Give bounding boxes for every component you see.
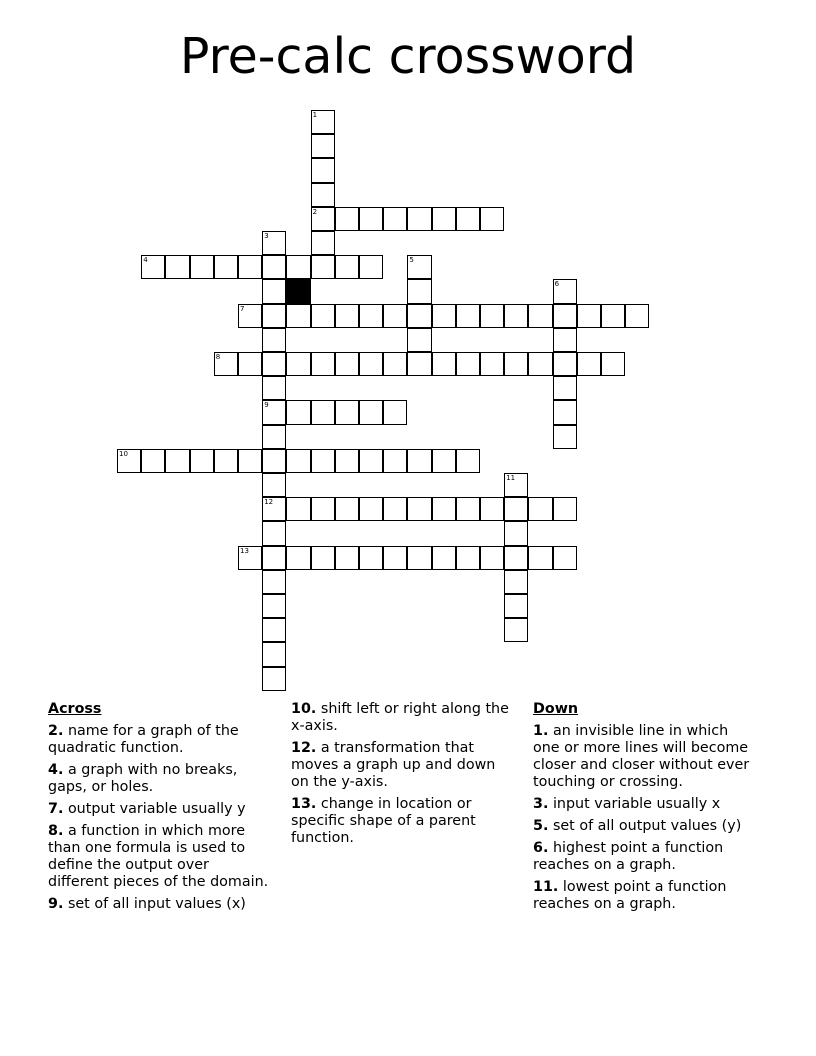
crossword-cell[interactable] <box>432 207 456 231</box>
crossword-cell[interactable] <box>335 352 359 376</box>
crossword-cell[interactable] <box>432 304 456 328</box>
crossword-cell[interactable] <box>311 497 335 521</box>
crossword-cell[interactable] <box>238 352 262 376</box>
crossword-cell[interactable] <box>528 546 552 570</box>
clue-across-8: 8. a function in which more than one formula is used to define the output over different pieces of the domain. <box>48 823 269 890</box>
crossword-cell[interactable] <box>407 328 431 352</box>
crossword-cell[interactable] <box>553 328 577 352</box>
crossword-cell[interactable] <box>165 255 189 279</box>
crossword-cell[interactable] <box>262 521 286 545</box>
crossword-cell[interactable] <box>262 425 286 449</box>
crossword-cell[interactable] <box>238 255 262 279</box>
crossword-cell[interactable] <box>262 546 286 570</box>
crossword-cell[interactable] <box>311 110 335 134</box>
crossword-cell[interactable] <box>504 521 528 545</box>
crossword-cell[interactable] <box>553 304 577 328</box>
crossword-cell[interactable] <box>262 497 286 521</box>
clue-across-4: 4. a graph with no breaks, gaps, or holes. <box>48 762 238 795</box>
crossword-cell[interactable] <box>359 546 383 570</box>
crossword-cell[interactable] <box>262 449 286 473</box>
crossword-cell[interactable] <box>359 255 383 279</box>
crossword-cell[interactable] <box>504 618 528 642</box>
crossword-cell[interactable] <box>504 594 528 618</box>
crossword-cell[interactable] <box>553 497 577 521</box>
crossword-cell[interactable] <box>480 497 504 521</box>
crossword-cell[interactable] <box>335 400 359 424</box>
clue-number: 3 <box>264 232 269 240</box>
crossword-cell[interactable] <box>553 352 577 376</box>
clue-number: 2 <box>312 207 318 216</box>
crossword-cell[interactable] <box>528 352 552 376</box>
across-heading: Across <box>48 701 102 717</box>
crossword-cell[interactable] <box>480 207 504 231</box>
crossword-cell[interactable] <box>432 497 456 521</box>
crossword-cell[interactable] <box>335 207 359 231</box>
clue-across-10: 10. shift left or right along the x-axis. <box>291 701 509 734</box>
crossword-cell[interactable] <box>311 158 335 182</box>
crossword-cell[interactable] <box>553 376 577 400</box>
clue-down-6: 6. highest point a function reaches on a graph. <box>533 840 724 873</box>
crossword-cell[interactable] <box>262 255 286 279</box>
crossword-cell[interactable] <box>311 134 335 158</box>
crossword-cell[interactable] <box>577 352 601 376</box>
crossword-cell[interactable] <box>190 449 214 473</box>
crossword-cell[interactable] <box>262 473 286 497</box>
crossword-cell[interactable] <box>504 473 528 497</box>
clue-number: 9 <box>264 401 269 410</box>
crossword-cell[interactable] <box>335 304 359 328</box>
crossword-cell[interactable] <box>262 618 286 642</box>
crossword-cell[interactable] <box>504 546 528 570</box>
crossword-cell[interactable] <box>262 400 286 424</box>
crossword-cell[interactable] <box>262 376 286 400</box>
clue-number: 7 <box>240 304 245 313</box>
crossword-cell[interactable] <box>262 304 286 328</box>
crossword-cell[interactable] <box>528 304 552 328</box>
crossword-cell[interactable] <box>480 352 504 376</box>
crossword-cell[interactable] <box>528 497 552 521</box>
crossword-cell[interactable] <box>262 594 286 618</box>
crossword-cell[interactable] <box>286 449 310 473</box>
crossword-cell[interactable] <box>286 255 310 279</box>
crossword-cell[interactable] <box>286 352 310 376</box>
crossword-cell[interactable] <box>625 304 649 328</box>
crossword-cell[interactable] <box>432 352 456 376</box>
down-heading: Down <box>533 701 579 717</box>
clue-across-12: 12. a transformation that moves a graph up and down on the y-axis. <box>291 740 496 790</box>
crossword-cell[interactable] <box>335 449 359 473</box>
crossword-cell[interactable] <box>238 304 262 328</box>
crossword-cell[interactable] <box>383 546 407 570</box>
clue-number: 12 <box>264 498 274 507</box>
crossword-cell[interactable] <box>311 304 335 328</box>
crossword-cell[interactable] <box>311 449 335 473</box>
crossword-cell[interactable] <box>286 400 310 424</box>
crossword-cell[interactable] <box>286 304 310 328</box>
crossword-cell[interactable] <box>407 279 431 303</box>
crossword-cell[interactable] <box>432 449 456 473</box>
clue-number: 1 <box>312 111 318 119</box>
crossword-cell[interactable] <box>601 304 625 328</box>
crossword-cell[interactable] <box>238 546 262 570</box>
crossword-cell[interactable] <box>262 328 286 352</box>
crossword-cell[interactable] <box>456 207 480 231</box>
crossword-cell[interactable] <box>238 449 262 473</box>
crossword-cell[interactable] <box>504 497 528 521</box>
crossword-cell[interactable] <box>553 425 577 449</box>
crossword-cell[interactable] <box>432 546 456 570</box>
clue-number: 5 <box>409 256 414 265</box>
clue-number: 13 <box>240 546 249 555</box>
crossword-cell[interactable] <box>165 449 189 473</box>
crossword-cell[interactable] <box>335 546 359 570</box>
crossword-cell[interactable] <box>311 352 335 376</box>
crossword-cell[interactable] <box>311 183 335 207</box>
clue-number: 10 <box>119 449 128 458</box>
clue-down-3: 3. input variable usually x <box>533 796 721 812</box>
crossword-cell[interactable] <box>190 255 214 279</box>
clue-down-11: 11. lowest point a function reaches on a graph. <box>533 879 727 912</box>
crossword-cell[interactable] <box>214 352 238 376</box>
crossword-cell[interactable] <box>262 570 286 594</box>
clue-number: 8 <box>215 353 221 361</box>
crossword-cell[interactable] <box>504 304 528 328</box>
crossword-cell[interactable] <box>456 304 480 328</box>
crossword-cell[interactable] <box>553 546 577 570</box>
crossword-cell[interactable] <box>262 667 286 691</box>
crossword-cell[interactable] <box>335 497 359 521</box>
clue-down-1: 1. an invisible line in which one or more lines will become closer and closer without ever touching or crossing. <box>533 723 750 790</box>
crossword-cell[interactable] <box>117 449 141 473</box>
crossword-cell[interactable] <box>286 497 310 521</box>
crossword-cell[interactable] <box>601 352 625 376</box>
crossword-cell[interactable] <box>311 255 335 279</box>
crossword-cell[interactable] <box>407 546 431 570</box>
clues-column-3 <box>533 701 758 918</box>
crossword-cell[interactable] <box>383 207 407 231</box>
crossword-cell[interactable] <box>407 255 431 279</box>
clue-across-13: 13. change in location or specific shape of a parent function. <box>291 796 476 846</box>
crossword-cell[interactable] <box>553 279 577 303</box>
crossword-cell[interactable] <box>456 352 480 376</box>
crossword-cell[interactable] <box>141 255 165 279</box>
crossword-cell[interactable] <box>214 449 238 473</box>
crossword-cell[interactable] <box>383 449 407 473</box>
crossword-cell[interactable] <box>262 352 286 376</box>
crossword-cell[interactable] <box>311 231 335 255</box>
crossword-cell[interactable] <box>262 642 286 666</box>
crossword-cell[interactable] <box>504 570 528 594</box>
clue-number: 11 <box>506 474 516 482</box>
crossword-cell[interactable] <box>383 497 407 521</box>
crossword-cell[interactable] <box>383 400 407 424</box>
crossword-cell[interactable] <box>553 400 577 424</box>
crossword-cell[interactable] <box>286 546 310 570</box>
crossword-cell[interactable] <box>407 449 431 473</box>
crossword-cell[interactable] <box>359 207 383 231</box>
clue-down-5: 5. set of all output values (y) <box>533 818 742 834</box>
crossword-cell[interactable] <box>214 255 238 279</box>
page-title: Pre-calc crossword <box>179 28 637 85</box>
crossword-cell[interactable] <box>335 255 359 279</box>
clues-column-1 <box>48 701 273 918</box>
crossword-cell[interactable] <box>480 546 504 570</box>
crossword-cell[interactable] <box>456 497 480 521</box>
crossword-cell[interactable] <box>311 400 335 424</box>
crossword-cell[interactable] <box>407 304 431 328</box>
crossword-cell[interactable] <box>383 352 407 376</box>
crossword-cell[interactable] <box>456 449 480 473</box>
crossword-cell[interactable] <box>383 304 407 328</box>
crossword-cell[interactable] <box>359 400 383 424</box>
crossword-cell[interactable] <box>504 352 528 376</box>
black-square <box>286 279 310 303</box>
crossword-cell[interactable] <box>359 304 383 328</box>
crossword-cell[interactable] <box>262 279 286 303</box>
crossword-cell[interactable] <box>262 231 286 255</box>
crossword-cell[interactable] <box>311 207 335 231</box>
crossword-cell[interactable] <box>311 546 335 570</box>
clue-number: 6 <box>554 280 560 289</box>
crossword-cell[interactable] <box>407 352 431 376</box>
clue-across-9: 9. set of all input values (x) <box>48 896 246 912</box>
crossword-cell[interactable] <box>456 546 480 570</box>
crossword-cell[interactable] <box>359 449 383 473</box>
clue-across-7: 7. output variable usually y <box>48 801 246 817</box>
clue-number: 4 <box>143 256 148 265</box>
crossword-cell[interactable] <box>141 449 165 473</box>
clues-column-2 <box>291 701 511 852</box>
crossword-cell[interactable] <box>480 304 504 328</box>
crossword-cell[interactable] <box>577 304 601 328</box>
crossword-cell[interactable] <box>407 207 431 231</box>
crossword-cell[interactable] <box>359 497 383 521</box>
crossword-cell[interactable] <box>359 352 383 376</box>
crossword-cell[interactable] <box>407 497 431 521</box>
clue-across-2: 2. name for a graph of the quadratic function. <box>48 723 239 756</box>
